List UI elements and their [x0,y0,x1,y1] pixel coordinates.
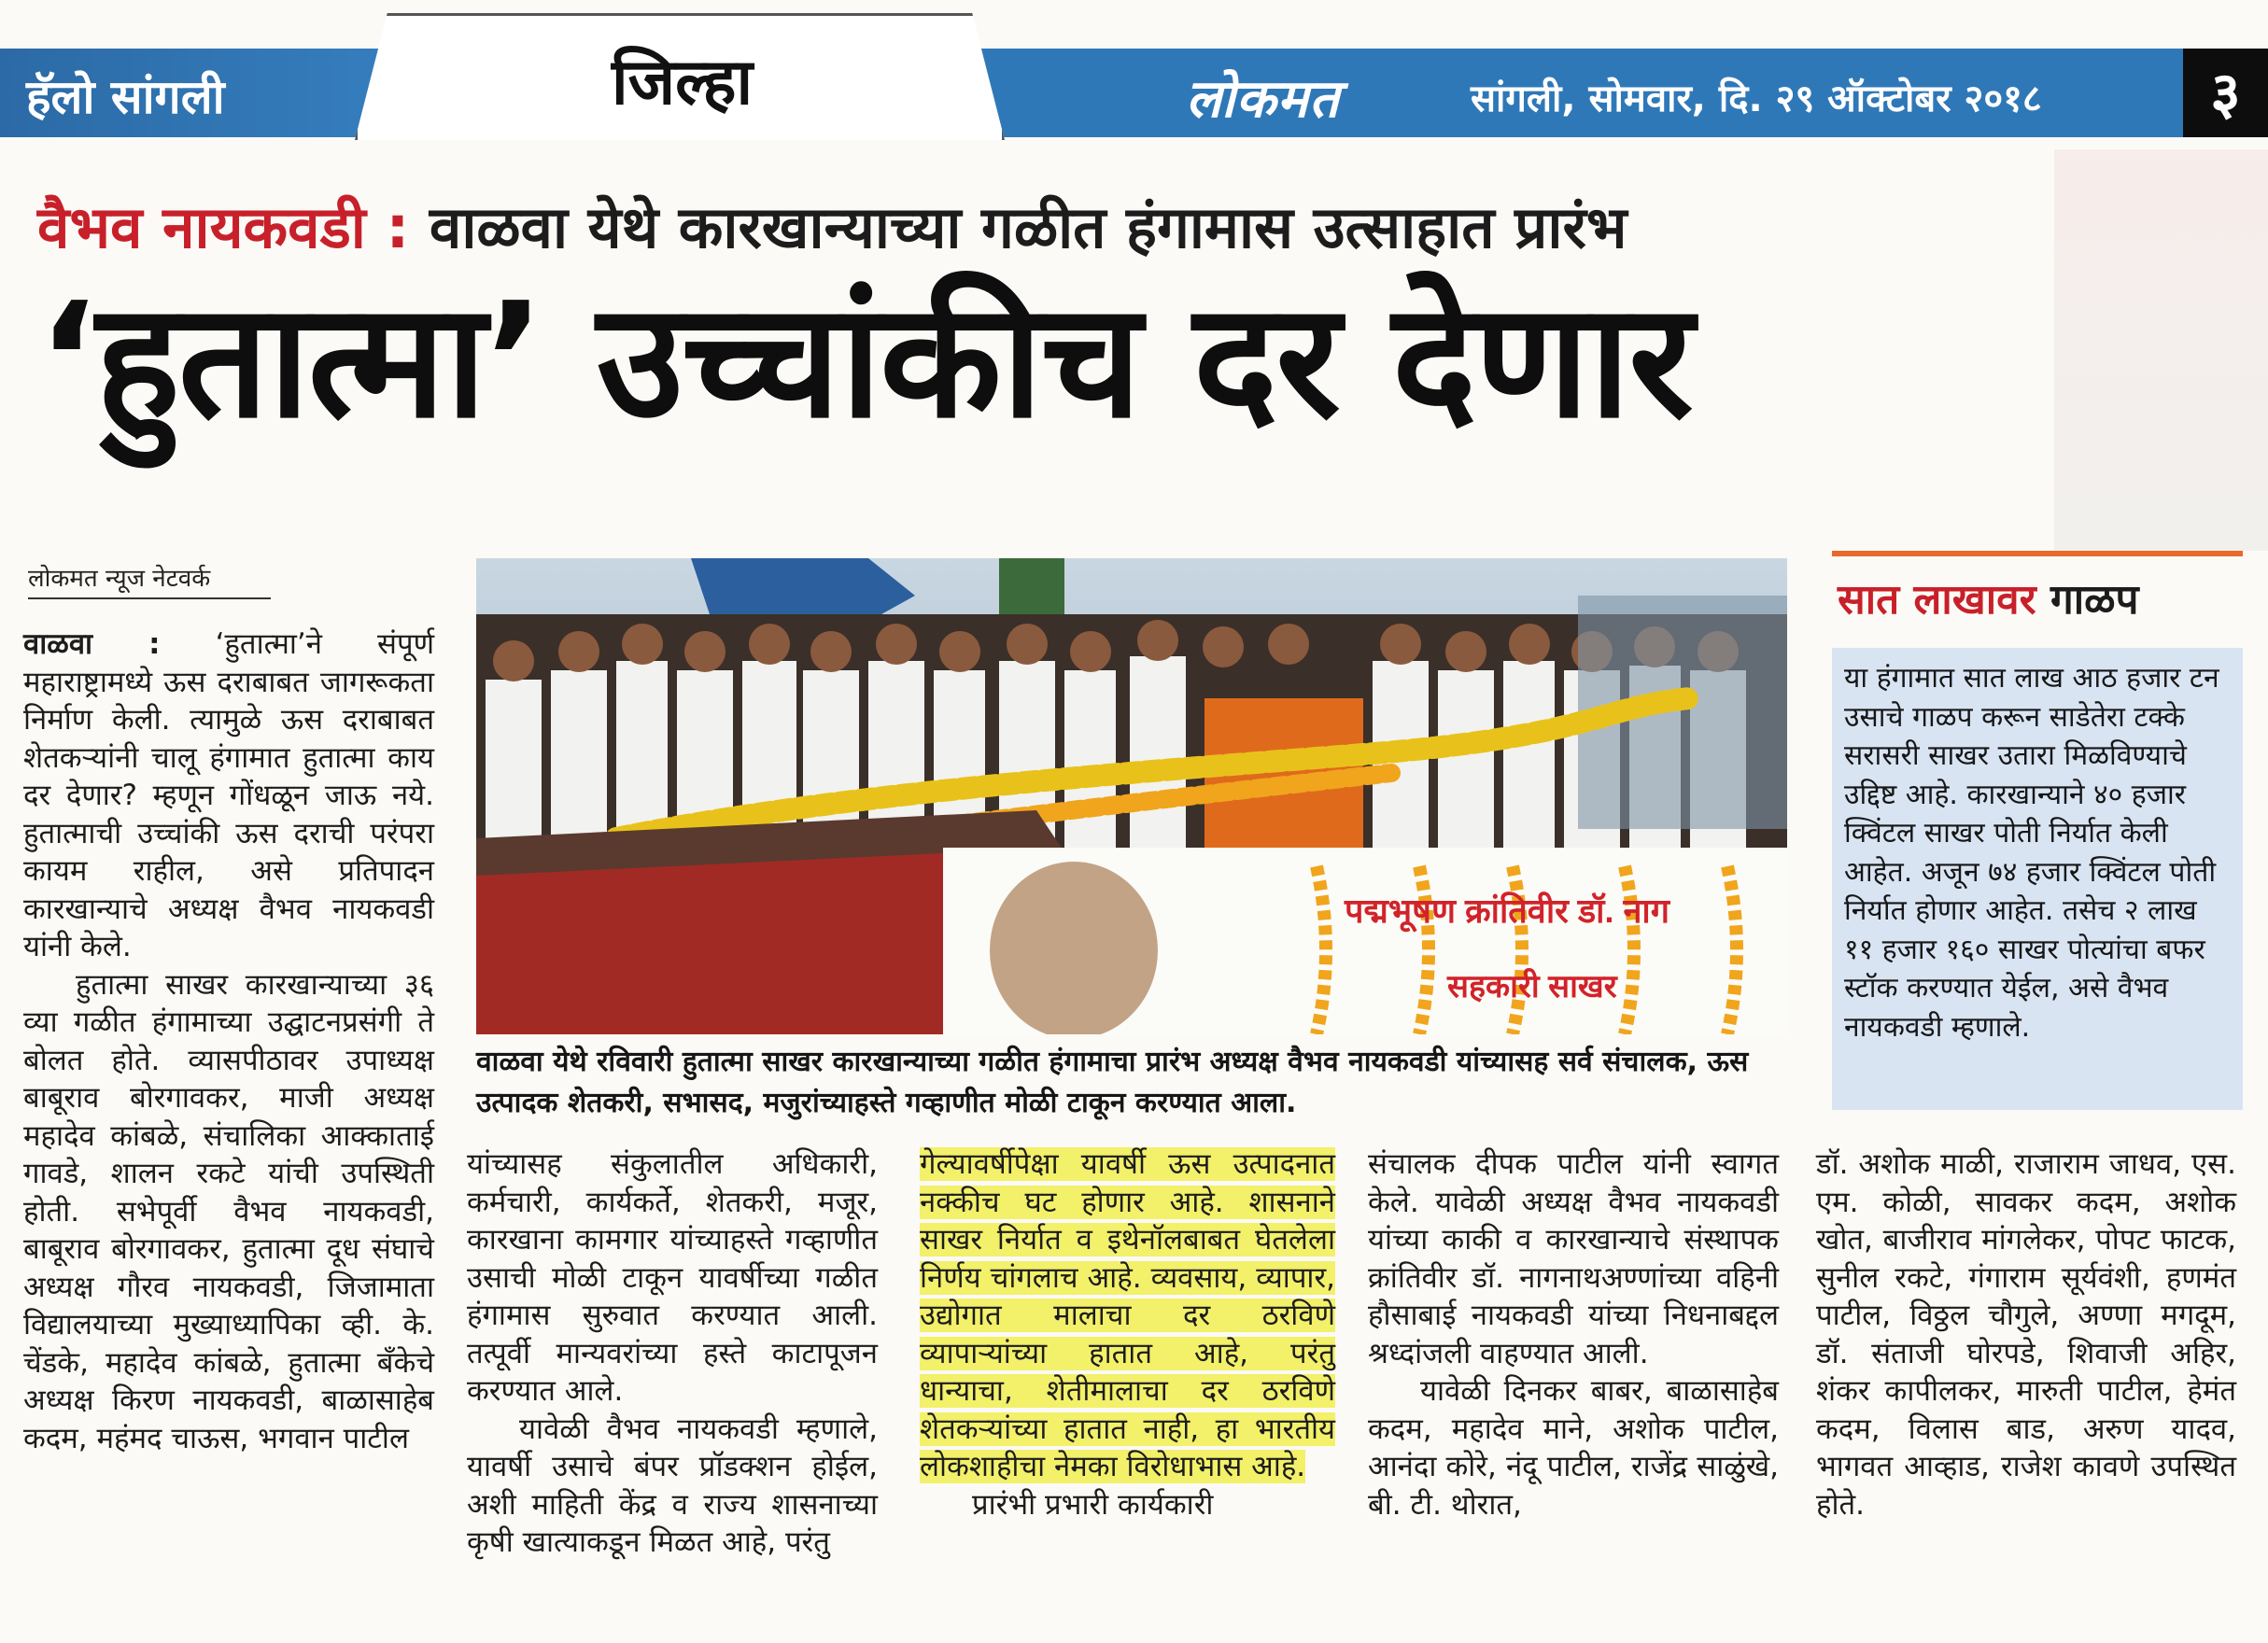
article-column-2 [467,1145,878,1562]
sidebar-text: या हंगामात सात लाख आठ हजार टन उसाचे गाळप करून साडेतेरा टक्के सरासरी साखर उतारा मिळविण्याचे उद्दिष्ट आहे. कारखान्याने ४० हजार क्विंटल साखर पोती निर्यात केली आहेत. अजून ७४ हजार क्विंटल पोती निर्यात होणार आहेत. तसेच २ लाख ११ हजार १६० साखर पोत्यांचा बफर स्टॉक करण्यात येईल, असे वैभव नायकवडी म्हणाले. [1844,662,2219,1044]
byline-rule [28,597,271,599]
byline: लोकमत न्यूज नेटवर्क [28,565,211,593]
paragraph: यावेळी दिनकर बाबर, बाळासाहेब कदम, महादेव माने, अशोक पाटील, आनंदा कोरे, नंदू पाटील, राजेंद्र साळुंखे, बी. टी. थोरात, [1368,1374,1779,1522]
photo-illustration [476,558,1787,1034]
portrait-on-banner [990,862,1158,1034]
article-column-3 [920,1145,1335,1524]
tree-foliage [999,558,1064,624]
highlighted-paragraph [920,1145,1335,1486]
sidebar-top-rule [1832,551,2243,556]
newspaper-logo: लोकमत [1186,69,1340,130]
kicker-name: वैभव नायकवडी : [37,193,410,261]
paragraph: प्रारंभी प्रभारी कार्यकारी [972,1487,1214,1522]
paragraph [23,625,434,966]
news-photo [476,558,1787,1034]
banner-text-line-1: पद्मभूषण क्रांतिवीर डॉ. नाग [1345,892,1670,930]
paragraph: हुतात्मा साखर कारखान्याच्या ३६ व्या गळीत हंगामाच्या उद्घाटनप्रसंगी ते बोलत होते. व्यासपीठावर उपाध्यक्ष बाबूराव बोरगावकर, माजी अध्यक्ष महादेव कांबळे, संचालिका आक्काताई गावडे, शालन रकटे यांची उपस्थिती होती. सभेपूर्वी वैभव नायकवडी, बाबूराव बोरगावकर, हुतात्मा दूध संघाचे अध्यक्ष गौरव नायकवडी, जिजामाता विद्यालयाच्या मुख्याध्यापिका व्ही. के. चेंडके, महादेव कांबळे, हुतात्मा बँकेचे अध्यक्ष किरण नायकवडी, बाळासाहेब कदम, महंमद चाऊस, भगवान पाटील [23,967,434,1455]
dateline: सांगली, सोमवार, दि. २९ ऑक्टोबर २०१८ [1471,77,2042,120]
reverse-page-bleed [2054,149,2268,551]
article-column-5 [1816,1145,2236,1524]
section-name-left: हॅलो सांगली [26,70,225,124]
paragraph: यावेळी वैभव नायकवडी म्हणाले, यावर्षी उसाचे बंपर प्रॉडक्शन होईल, अशी माहिती केंद्र व राज्य शासनाच्या कृषी खात्याकडून मिळत आहे, परंतु [467,1411,878,1559]
kicker-headline [37,187,1627,265]
section-tab-label: जिल्हा [612,46,754,119]
sidebar-title-red: सात लाखावर [1838,576,2036,624]
article-column-1 [23,625,434,1457]
paragraph: यांच्यासह संकुलातील अधिकारी, कर्मचारी, कार्यकर्ते, शेतकरी, मजूर, कारखाना कामगार यांच्याहस्ते गव्हाणीत उसाची मोळी टाकून यावर्षीच्या गळीत हंगामास सुरुवात करण्यात आली. तत्पूर्वी मान्यवरांच्या हस्ते काटापूजन करण्यात आले. [467,1147,878,1408]
kicker-text: वाळवा येथे कारखान्याच्या गळीत हंगामास उत्साहात प्रारंभ [429,193,1627,261]
paragraph-text: ‘हुतात्मा’ने संपूर्ण महाराष्ट्रामध्ये ऊस दराबाबत जागरूकता निर्माण केली. त्यामुळे ऊस दराबाबत शेतकऱ्यांनी चालू हंगामात हुतात्मा काय दर देणार? म्हणून गोंधळून जाऊ नये. हुतात्माची उच्चांकी ऊस दराची परंपरा कायम राहील, असे प्रतिपादन कारखान्याचे अध्यक्ष वैभव नायकवडी यांनी केले. [23,627,434,963]
paragraph: संचालक दीपक पाटील यांनी स्वागत केले. यावेळी अध्यक्ष वैभव नायकवडी यांच्या काकी व कारखान्याचे संस्थापक क्रांतिवीर डॉ. नागनाथअण्णांच्या वहिनी हौसाबाई नायकवडी यांच्या निधनाबद्दल श्रध्दांजली वाहण्यात आली. [1368,1147,1779,1370]
main-headline: ‘हुतात्मा’ उच्चांकीच दर देणार [37,269,1692,454]
highlighted-quote: गेल्यावर्षीपेक्षा यावर्षी ऊस उत्पादनात नक्कीच घट होणार आहे. शासनाने साखर निर्यात व इथेनॉलबाबत घेतलेला निर्णय चांगलाच आहे. व्यवसाय, व्यापार, उद्योगात मालाचा दर ठरविणे व्यापाऱ्यांच्या हातात आहे, परंतु धान्याचा, शेतीमालाचा दर ठरविणे शेतकऱ्यांच्या हातात नाही, हा भारतीय लोकशाहीचा नेमका विरोधाभास आहे. [920,1147,1335,1483]
sidebar-title-dark: गाळप [2050,576,2139,624]
photo-caption: वाळवा येथे रविवारी हुतात्मा साखर कारखान्याच्या गळीत हंगामाचा प्रारंभ अध्यक्ष वैभव नायकवडी यांच्यासह सर्व संचालक, ऊस उत्पादक शेतकरी, सभासद, मजुरांच्याहस्ते गव्हाणीत मोळी टाकून करण्यात आला. [476,1046,1749,1119]
masthead-band [0,49,2268,137]
article-column-4 [1368,1145,1779,1524]
dateline-lead: वाळवा : [23,627,161,661]
banner-text-line-2: सहकारी साखर [1447,969,1617,1004]
sidebar-title [1838,569,2139,625]
paragraph: डॉ. अशोक माळी, राजाराम जाधव, एस. एम. कोळी, सावकर कदम, अशोक खोत, बाजीराव मांगलेकर, पोपट फाटक, सुनील रकटे, गंगाराम सूर्यवंशी, हणमंत पाटील, विठ्ठल चौगुले, अण्णा मगदूम, डॉ. संताजी घोरपडे, शिवाजी अहिर, शंकर कापीलकर, मारुती पाटील, हेमंत कदम, विलास बाड, अरुण यादव, भागवत आव्हाड, राजेश कावणे उपस्थित होते. [1816,1147,2236,1522]
page-number: ३ [2183,49,2268,137]
